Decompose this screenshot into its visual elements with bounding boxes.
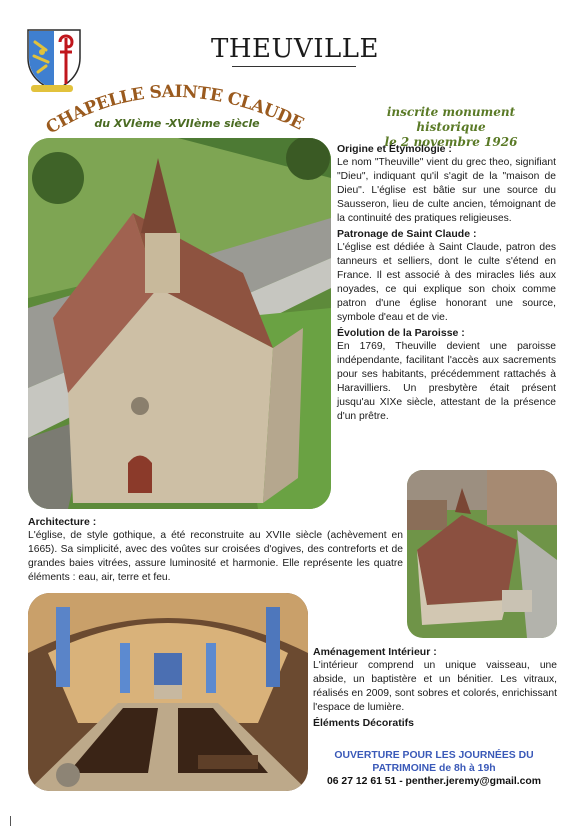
chapel-aerial-photo	[28, 138, 331, 509]
origin-text: Le nom "Theuville" vient du grec theo, signifiant "Dieu", indiquant qu'il s'agit de la "maison de Dieu". L'église est bâtie sur une source du Sausseron, lieu de culte ancien, témoignant de la continuité des pratiques religieuses.	[337, 157, 556, 224]
opening-line-1: OUVERTURE POUR LES JOURNÉES DU	[334, 750, 534, 761]
chapel-village-photo	[407, 470, 557, 638]
patronage-text: L'église est dédiée à Saint Claude, patron des tanneurs et selliers, dont le culte s'étend en France. Il est associé à des miracles liés aux noyades, ce qui explique son choix comme patron d'une église honorant une source, symbole d'eau et de vie.	[337, 242, 556, 323]
history-column	[337, 141, 556, 424]
decor-heading: Éléments Décoratifs	[313, 717, 414, 729]
architecture-text: L'église, de style gothique, a été reconstruite au XVIIe siècle (achèvement en 1665). Sa simplicité, avec des voûtes sur croisées d'ogives, des contreforts et de grandes baies vitrées, assure luminosité et harmonie. Elle représente les quatre éléments : eau, air, terre et feu.	[28, 530, 403, 583]
parish-heading: Évolution de la Paroisse :	[337, 327, 465, 339]
town-title: THEUVILLE	[211, 34, 379, 64]
interior-text: L'intérieur comprend un unique vaisseau, une abside, un baptistère et un bénitier. Les vitraux, réalisés en 2009, sont sobres et colorés, enrichissant l'espace de lumière.	[313, 660, 557, 713]
chapel-title	[40, 70, 310, 142]
parish-text: En 1769, Theuville devient une paroisse indépendante, facilitant l'accès aux sacrements pour ses habitants, précédemment rattachés à Haravilliers. Un presbytère était présent jusqu'au XIXe siècle, attestant de la présence d'un prêtre.	[337, 341, 556, 422]
opening-line-2: PATRIMOINE de 8h à 19h	[372, 763, 496, 774]
title-underline	[232, 66, 356, 67]
crop-mark	[10, 816, 11, 826]
monument-line-2: le 2 novembre 1926	[384, 135, 518, 149]
architecture-heading: Architecture :	[28, 516, 97, 528]
patronage-heading: Patronage de Saint Claude :	[337, 228, 477, 240]
century-subtitle: du XVIème -XVIIème siècle	[94, 117, 260, 130]
contact-info: 06 27 12 61 51 - penther.jeremy@gmail.com	[326, 776, 541, 787]
interior-section	[313, 644, 557, 730]
chapel-interior-photo	[28, 593, 308, 791]
chapel-title-text: CHAPELLE SAINTE CLAUDE	[42, 81, 307, 139]
origin-heading: Origine et Étymologie :	[337, 143, 452, 155]
interior-heading: Aménagement Intérieur :	[313, 646, 437, 658]
architecture-section	[28, 514, 403, 585]
opening-notice	[332, 749, 536, 775]
monument-line-1: inscrite monument historique	[386, 105, 516, 134]
